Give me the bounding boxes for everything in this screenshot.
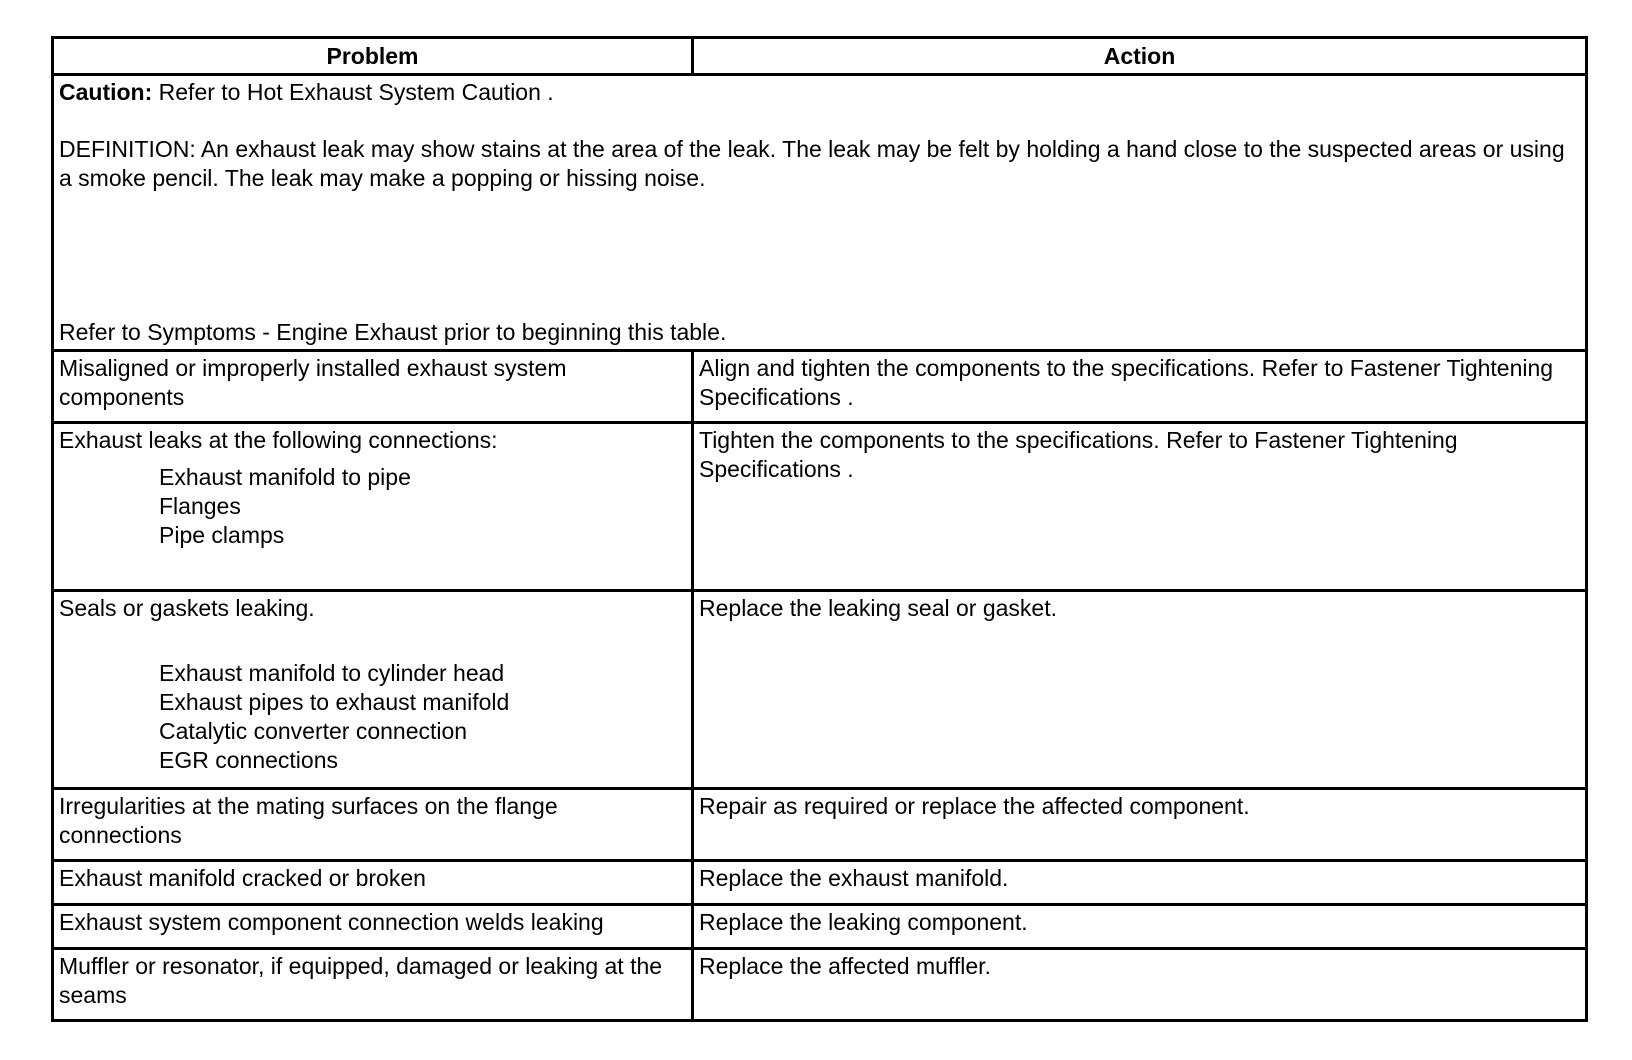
table-row <box>53 591 1587 789</box>
header-row <box>53 38 1587 75</box>
list-item: Pipe clamps <box>159 522 285 548</box>
list-item: Exhaust pipes to exhaust manifold <box>159 689 510 715</box>
definition-text: DEFINITION: An exhaust leak may show stains at the area of the leak. The leak may be felt by holding a hand close to the suspected areas or using a smoke pencil. The leak may make a popping or hissing noise. <box>59 136 1565 191</box>
table-row <box>53 423 1587 591</box>
caution-note <box>59 78 1580 107</box>
header-problem: Problem <box>53 38 693 75</box>
intro-cell <box>53 75 1587 351</box>
list-item: Catalytic converter connection <box>159 718 468 744</box>
action-cell: Replace the affected muffler. <box>693 949 1587 1021</box>
diagnostic-table <box>51 36 1588 1022</box>
problem-text: Seals or gaskets leaking. <box>59 595 315 621</box>
list-item: Exhaust manifold to cylinder head <box>159 660 505 686</box>
list-item: Flanges <box>159 493 241 519</box>
action-cell: Tighten the components to the specifications. Refer to Fastener Tightening Specifications . <box>693 423 1587 591</box>
table-row <box>53 351 1587 423</box>
problem-cell: Exhaust system component connection welds leaking <box>53 905 693 949</box>
action-cell: Replace the exhaust manifold. <box>693 861 1587 905</box>
intro-row <box>53 75 1587 351</box>
table-row <box>53 905 1587 949</box>
problem-cell <box>53 423 693 591</box>
refer-symptoms-text: Refer to Symptoms - Engine Exhaust prior to beginning this table. <box>59 319 727 345</box>
table-row <box>53 789 1587 861</box>
header-action: Action <box>693 38 1587 75</box>
caution-text: Refer to Hot Exhaust System Caution . <box>152 79 554 105</box>
problem-cell: Misaligned or improperly installed exhaust system components <box>53 351 693 423</box>
problem-cell <box>53 591 693 789</box>
action-cell: Align and tighten the components to the specifications. Refer to Fastener Tightening Specifications . <box>693 351 1587 423</box>
seal-list <box>59 659 686 775</box>
action-cell: Replace the leaking component. <box>693 905 1587 949</box>
connection-list <box>59 463 686 550</box>
problem-cell: Exhaust manifold cracked or broken <box>53 861 693 905</box>
table-row <box>53 949 1587 1021</box>
action-cell: Replace the leaking seal or gasket. <box>693 591 1587 789</box>
action-cell: Repair as required or replace the affected component. <box>693 789 1587 861</box>
table-row <box>53 861 1587 905</box>
list-item: EGR connections <box>159 747 338 773</box>
problem-cell: Irregularities at the mating surfaces on the flange connections <box>53 789 693 861</box>
caution-label: Caution: <box>59 79 153 105</box>
list-item: Exhaust manifold to pipe <box>159 464 411 490</box>
problem-cell: Muffler or resonator, if equipped, damaged or leaking at the seams <box>53 949 693 1021</box>
problem-text: Exhaust leaks at the following connections: <box>59 427 498 453</box>
